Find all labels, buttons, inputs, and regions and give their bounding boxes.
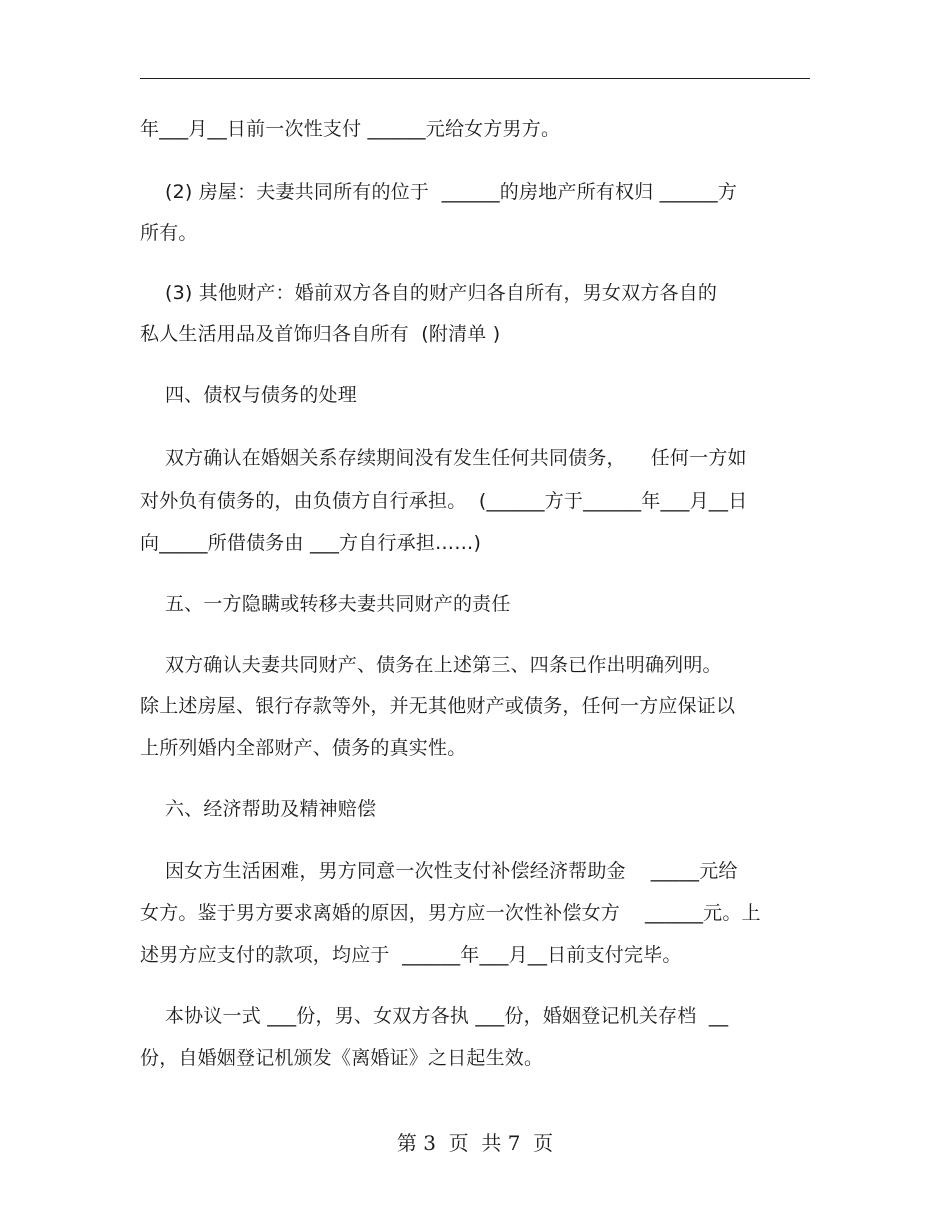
page-number: 第 3 页 共 7 页 — [396, 1131, 554, 1155]
line-5: 私人生活用品及首饰归各自所有 (附清单 ) — [140, 323, 501, 345]
line-15: 因女方生活困难，男方同意一次性支付补偿经济帮助金 _____元给 — [140, 860, 738, 882]
section-heading-compensation: 六、经济帮助及精神赔偿 — [140, 798, 377, 820]
line-12: 除上述房屋、银行存款等外，并无其他财产或债务，任何一方应保证以 — [140, 695, 736, 717]
line-3: 所有。 — [140, 222, 198, 244]
line-2: (2) 房屋：夫妻共同所有的位于 ______的房地产所有权归 ______方 — [140, 181, 738, 203]
line-11: 双方确认夫妻共同财产、债务在上述第三、四条已作出明确列明。 — [140, 654, 722, 676]
line-16: 女方。鉴于男方要求离婚的原因，男方应一次性补偿女方 ______元。上 — [140, 902, 761, 924]
header-rule — [140, 78, 810, 79]
line-18: 本协议一式 ___份，男、女双方各执 ___份，婚姻登记机关存档 __ — [140, 1005, 729, 1027]
line-8: 对外负有债务的，由负债方自行承担。 (______方于______年___月__日 — [140, 490, 748, 512]
line-13: 上所列婚内全部财产、债务的真实性。 — [140, 737, 467, 759]
line-17: 述男方应支付的款项，均应于 ______年___月__日前支付完毕。 — [140, 944, 682, 966]
line-19: 份，自婚姻登记机颁发《离婚证》之日起生效。 — [140, 1047, 544, 1069]
line-1: 年___月__日前一次性支付 ______元给女方男方。 — [140, 118, 561, 140]
section-heading-debts: 四、债权与债务的处理 — [140, 384, 357, 406]
line-4: (3) 其他财产：婚前双方各自的财产归各自所有，男女双方各自的 — [140, 282, 718, 304]
line-7: 双方确认在婚姻关系存续期间没有发生任何共同债务， 任何一方如 — [140, 447, 747, 469]
section-heading-concealment: 五、一方隐瞒或转移夫妻共同财产的责任 — [140, 593, 511, 615]
line-9: 向_____所借债务由 ___方自行承担……) — [140, 532, 482, 554]
